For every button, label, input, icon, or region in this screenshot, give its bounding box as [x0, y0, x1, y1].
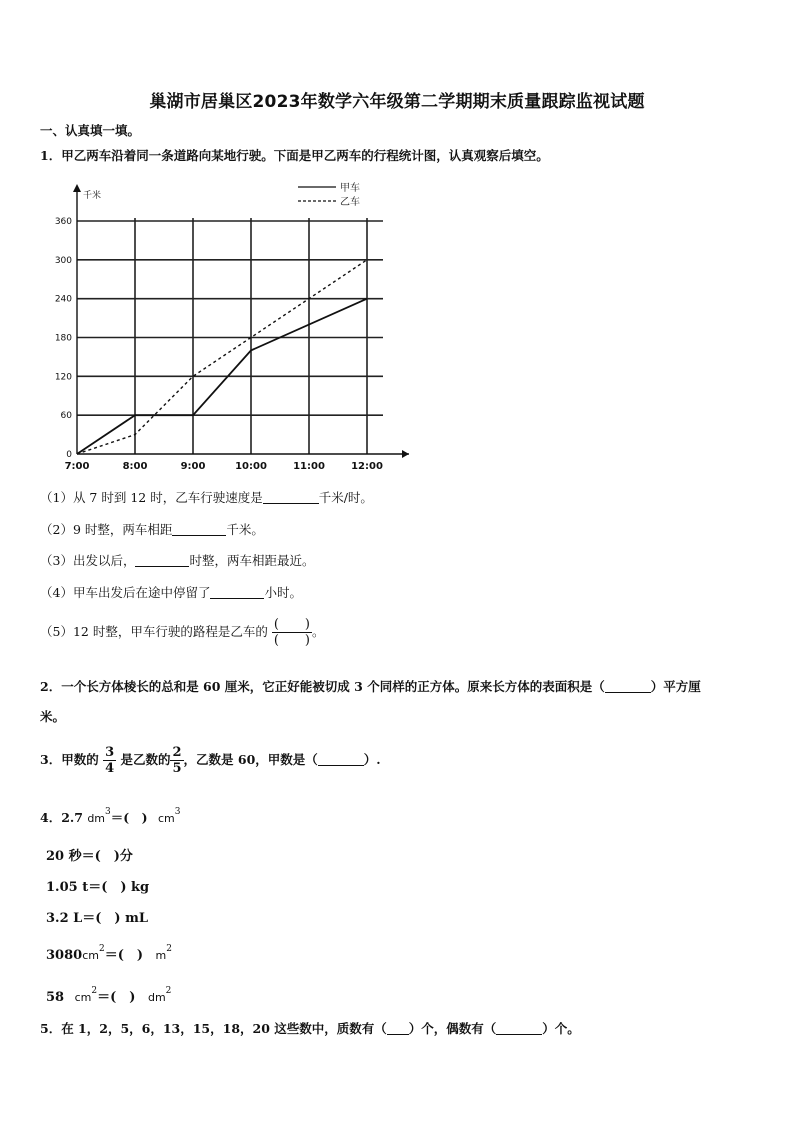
question-5-text-b: ）个，偶数有（: [408, 1021, 497, 1036]
y-axis-label: 千米: [83, 191, 102, 201]
q4-unit-cm: cm: [82, 949, 99, 962]
question-5-text-a: 5．在 1，2，5，6，13，15，18，20 这些数中，质数有（: [40, 1021, 387, 1036]
page-title: 巢湖市居巢区2023年数学六年级第二学期期末质量跟踪监视试题: [149, 92, 645, 112]
q4-unit-dm: dm: [87, 812, 106, 825]
q4-value: 58: [46, 990, 65, 1005]
question-1-part-3: [40, 551, 314, 569]
q4-value: 4．2.7: [40, 810, 83, 825]
q4-unit-m: m: [155, 949, 167, 962]
fraction-denominator: 5: [172, 761, 182, 776]
answer-blank[interactable]: [263, 491, 319, 504]
y-axis-arrow-icon: [73, 184, 81, 192]
q4-exponent: 2: [91, 986, 98, 996]
q4-unit-cm: cm: [157, 812, 175, 825]
q4-equals[interactable]: ＝( ): [104, 948, 143, 963]
answer-blank[interactable]: [172, 523, 226, 536]
part-3-text-a: （3）出发以后，: [40, 553, 136, 568]
part-2-text-b: 千米。: [226, 522, 264, 537]
x-tick-label: 8:00: [122, 461, 148, 472]
answer-blank[interactable]: [605, 680, 651, 693]
answer-blank[interactable]: [210, 586, 264, 599]
y-tick-label: 240: [54, 294, 72, 305]
q4-exponent: 3: [174, 807, 181, 817]
y-tick-label: 120: [54, 372, 72, 383]
q4-equals[interactable]: ＝( ): [110, 810, 148, 825]
question-4-line-5: [46, 944, 172, 963]
x-axis-arrow-icon: [402, 450, 409, 458]
part-5-text-b: 。: [311, 624, 325, 639]
y-tick-label: 0: [66, 450, 72, 460]
x-tick-label: 9:00: [180, 461, 206, 472]
question-3: [40, 745, 381, 776]
legend-label: 乙车: [340, 197, 360, 208]
question-2: [40, 677, 701, 695]
question-4-line-6: [46, 986, 171, 1005]
q4-equals[interactable]: ＝( ): [97, 990, 136, 1005]
y-tick-label: 60: [60, 411, 72, 422]
fraction-2-5: [170, 745, 183, 776]
q4-value: 3080: [46, 948, 83, 963]
fraction-numerator: 2: [172, 745, 182, 760]
fraction-3-4: [103, 745, 116, 776]
x-tick-label: 7:00: [64, 461, 90, 472]
fraction-numerator: 3: [105, 745, 115, 760]
question-1-part-4: [40, 583, 302, 601]
answer-blank[interactable]: [387, 1022, 409, 1035]
question-3-text-d: ）.: [363, 752, 381, 767]
legend-label: 甲车: [340, 183, 360, 194]
question-3-text-a: 3．甲数的: [40, 752, 99, 767]
travel-line-chart: [40, 176, 420, 476]
x-tick-label: 10:00: [235, 461, 267, 472]
question-4-line-1: [40, 807, 180, 826]
question-2-text: 2．一个长方体棱长的总和是 60 厘米，它正好能被切成 3 个同样的正方体。原来长方体的表面积是（: [40, 679, 605, 694]
question-3-text-c: ，乙数是 60，甲数是（: [183, 752, 318, 767]
question-2-line-2: 米。: [40, 709, 66, 724]
q4-unit-dm: dm: [147, 991, 166, 1004]
part-2-text-a: （2）9 时整，两车相距: [40, 522, 173, 537]
question-1-part-1: [40, 488, 373, 506]
part-4-text-b: 小时。: [264, 585, 302, 600]
y-tick-label: 360: [54, 217, 72, 227]
question-4-line-2: 20 秒＝( )分: [46, 849, 133, 864]
x-tick-label: 11:00: [293, 461, 325, 472]
part-1-text-a: （1）从 7 时到 12 时，乙车行驶速度是: [40, 490, 263, 505]
answer-blank[interactable]: [318, 753, 364, 766]
q4-exponent: 2: [166, 944, 172, 954]
x-tick-label: 12:00: [351, 461, 383, 472]
fraction-denominator: ( ): [273, 633, 310, 648]
question-1-part-5: [40, 617, 325, 648]
section-heading: 一、认真填一填。: [40, 123, 141, 138]
answer-blank[interactable]: [496, 1022, 542, 1035]
y-tick-label: 180: [54, 333, 72, 344]
q4-exponent: 2: [165, 986, 172, 996]
question-5-text-c: ）个。: [542, 1021, 580, 1036]
q4-exponent: 2: [98, 944, 105, 954]
fraction-numerator: ( ): [273, 617, 310, 632]
part-3-text-b: 时整，两车相距最近。: [189, 553, 315, 568]
part-1-text-b: 千米/时。: [318, 490, 373, 505]
q4-unit-cm: cm: [74, 991, 92, 1004]
question-4-line-3: 1.05 t＝( ) kg: [46, 880, 150, 895]
question-5: [40, 1019, 580, 1037]
answer-fraction[interactable]: [272, 617, 312, 648]
question-1-part-2: [40, 520, 264, 538]
part-4-text-a: （4）甲车出发后在途中停留了: [40, 585, 211, 600]
answer-blank[interactable]: [135, 554, 189, 567]
fraction-denominator: 4: [105, 761, 115, 776]
question-3-text-b: 是乙数的: [120, 752, 171, 767]
part-5-text-a: （5）12 时整，甲车行驶的路程是乙车的: [40, 624, 268, 639]
question-2-text-end: ）平方厘: [650, 679, 701, 694]
q4-exponent: 3: [105, 807, 111, 817]
question-4-line-4: 3.2 L＝( ) mL: [46, 911, 149, 926]
question-1-text: 1．甲乙两车沿着同一条道路向某地行驶。下面是甲乙两车的行程统计图，认真观察后填空。: [40, 148, 549, 163]
y-tick-label: 300: [54, 255, 72, 266]
